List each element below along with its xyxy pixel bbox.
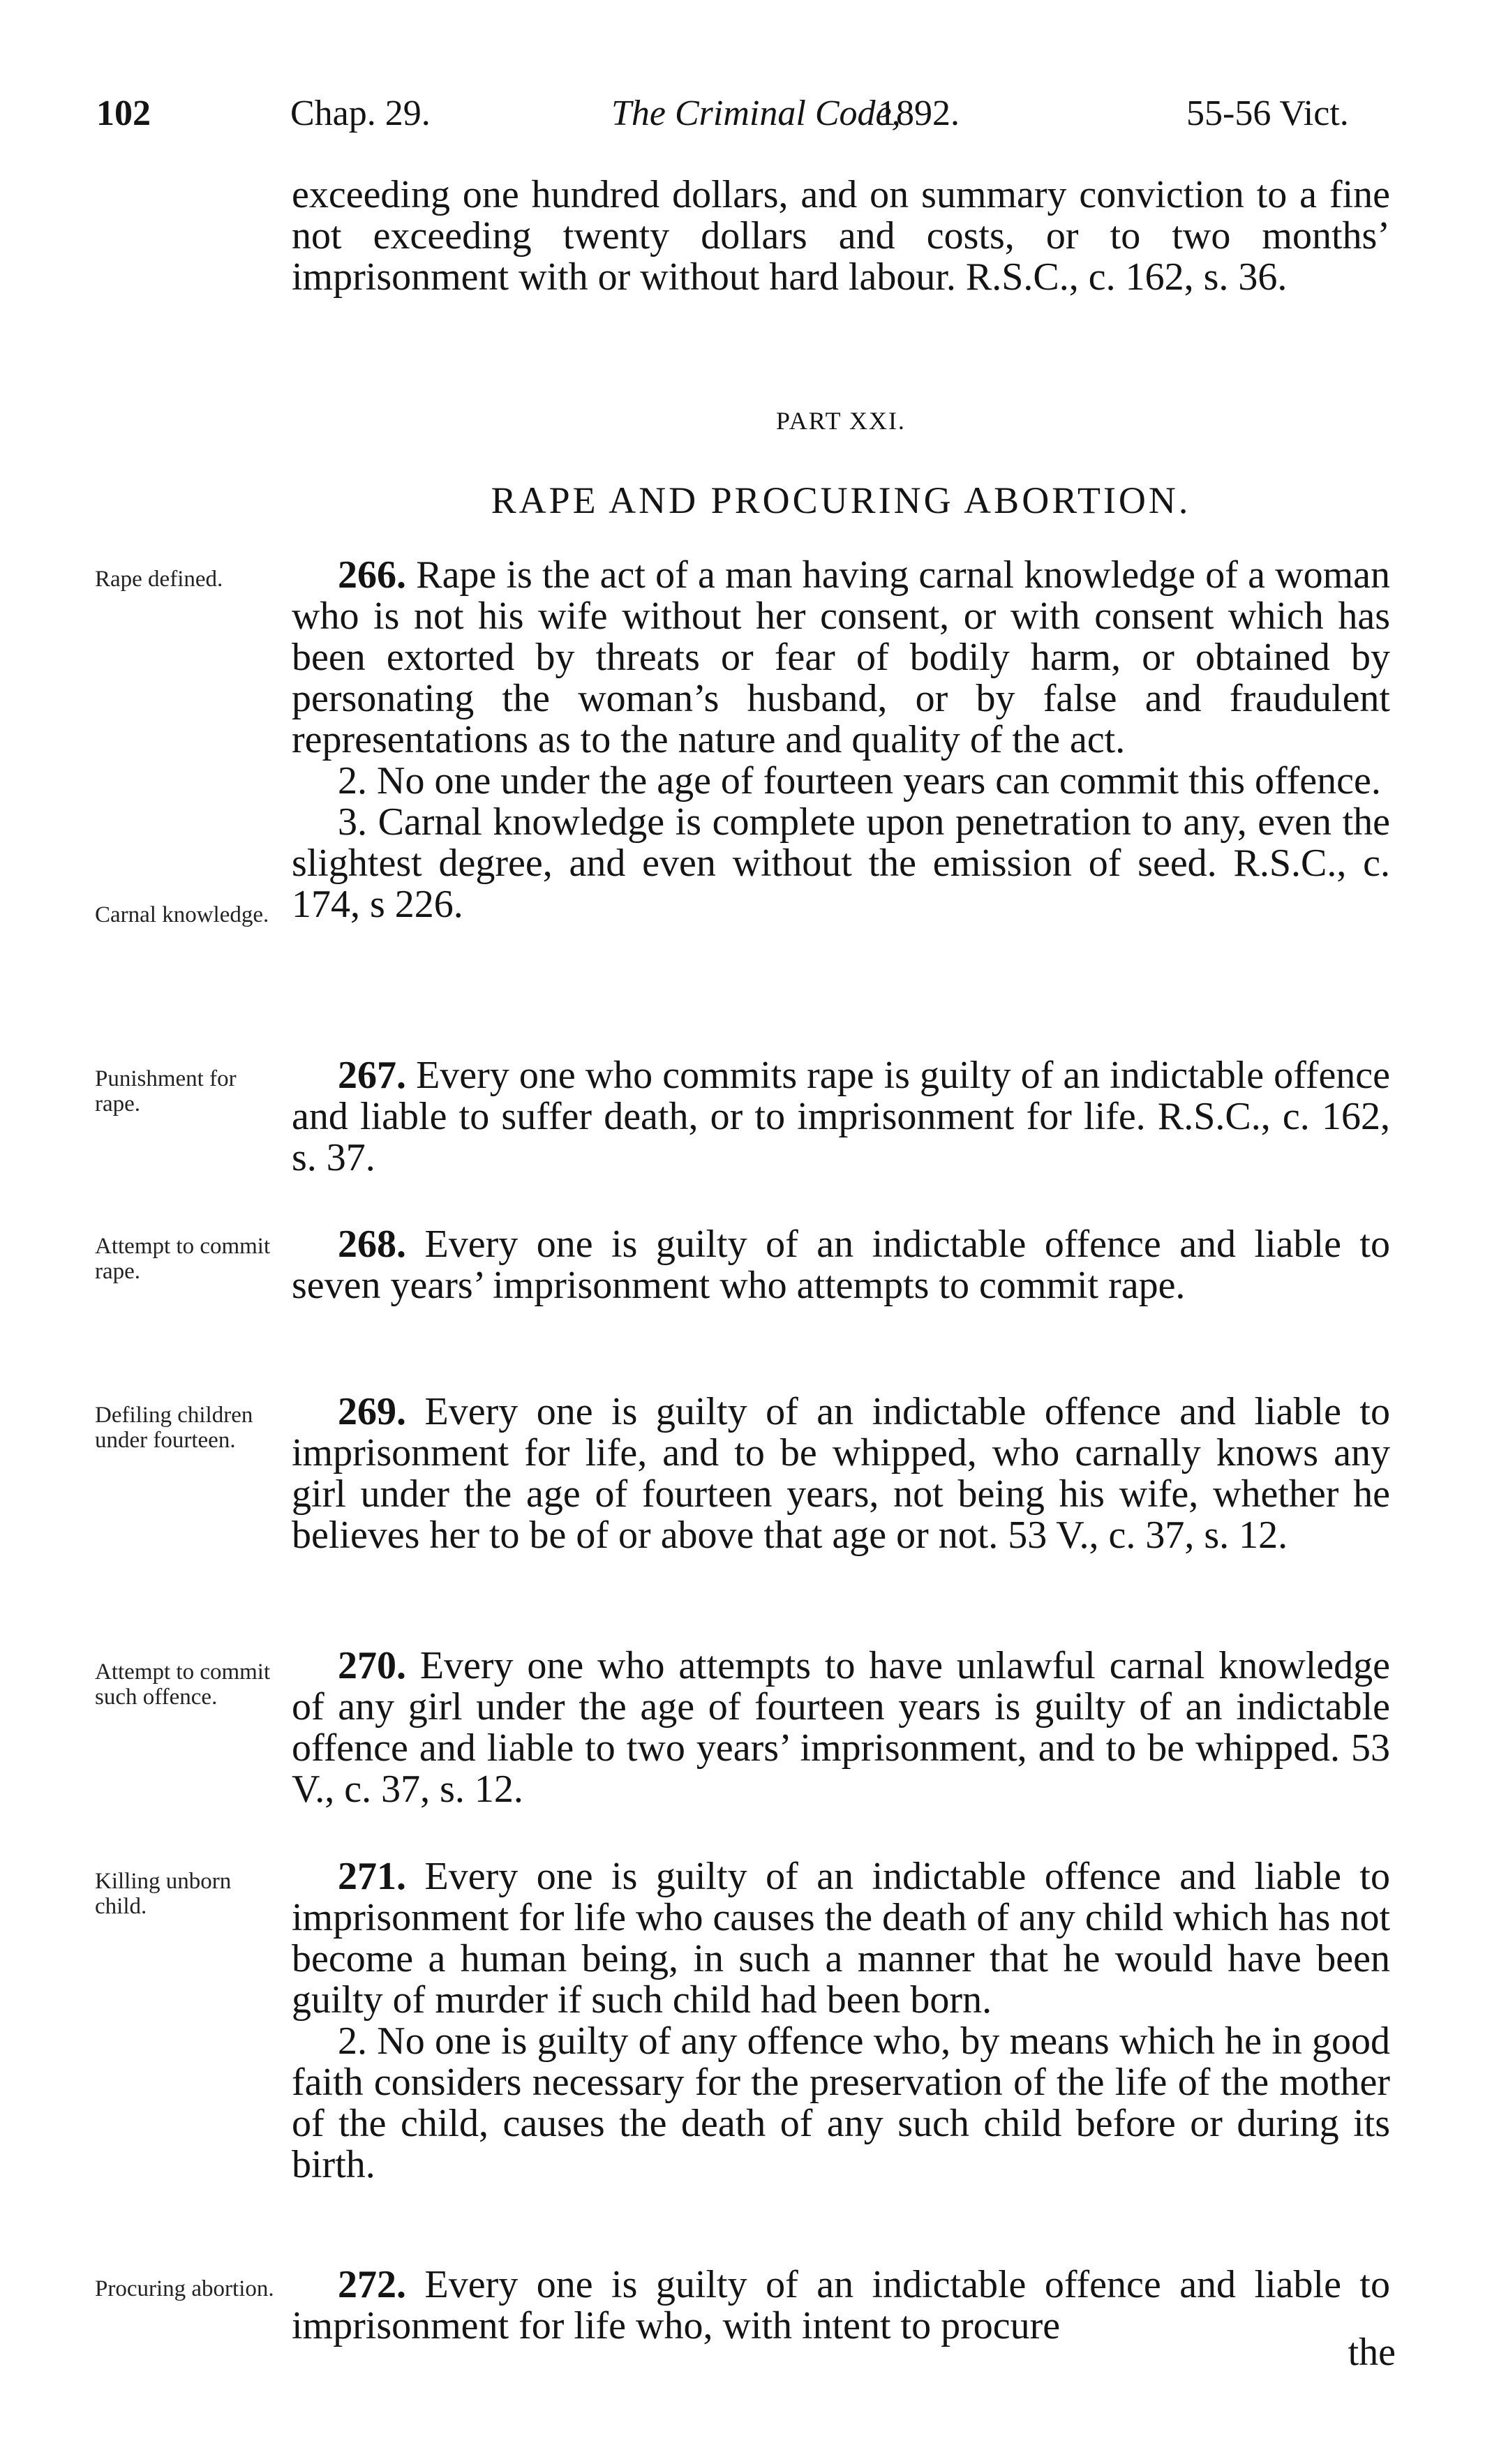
margin-note-attempt-offence: Attempt to commit such offence. (95, 1659, 271, 1710)
section-269-para-1 (292, 1391, 1390, 1556)
margin-note-procuring-abortion: Procuring abortion. (95, 2276, 274, 2301)
section-text: Every one is guilty of an indictable offence and liable to imprisonment for life who, with intent to procure (292, 2263, 1390, 2347)
section-267-para-1 (292, 1055, 1390, 1179)
section-number: 272. (338, 2263, 406, 2306)
continuation-text (292, 174, 1390, 298)
section-269 (292, 1391, 1390, 1556)
section-272 (292, 2264, 1390, 2347)
section-text: Rape is the act of a man having carnal knowledge of a woman who is not his wife without her consent, or with consent which has been extorted by threats or fear of bodily harm, or obtained by personating the woman’s husband, or by false and fraudulent representations as to the nature and quality of the act. (292, 553, 1391, 761)
section-266-para-1 (292, 555, 1390, 761)
section-268-para-1 (292, 1224, 1390, 1306)
section-266 (292, 555, 1390, 925)
section-number: 270. (338, 1644, 406, 1687)
section-270-para-1 (292, 1645, 1390, 1810)
part-number: PART XXI. (776, 407, 906, 435)
section-number: 268. (338, 1223, 406, 1266)
section-number: 267. (338, 1054, 406, 1097)
section-271 (292, 1856, 1390, 2186)
section-270 (292, 1645, 1390, 1810)
margin-note-killing-unborn: Killing unborn child. (95, 1869, 232, 1919)
section-text: Every one is guilty of an indictable offence and liable to imprisonment for life who causes the death of any child which has not become a human being, in such a manner that he would have been guilty of murder if such child had been born. (292, 1855, 1390, 2022)
act-title: The Criminal Code, (611, 94, 901, 133)
section-266-para-2: 2. No one under the age of fourteen years can commit this offence. (338, 759, 1381, 802)
part-title: RAPE AND PROCURING ABORTION. (491, 479, 1191, 521)
act-year: 1892. (878, 94, 960, 133)
section-267 (292, 1055, 1390, 1179)
margin-note-attempt-rape: Attempt to commit rape. (95, 1234, 271, 1284)
section-text: Every one is guilty of an indictable offence and liable to imprisonment for life, and to be whipped, who carnally knows any girl under the age of fourteen years, not being his wife, whether he believes her to be of or above that age or not. 53 V., c. 37, s. 12. (292, 1390, 1390, 1557)
regnal-year: 55-56 Vict. (1186, 94, 1349, 133)
section-271-para-1 (292, 1856, 1390, 2021)
section-number: 266. (338, 553, 406, 597)
section-text: Every one is guilty of an indictable offence and liable to seven years’ imprisonment who attempts to commit rape. (292, 1223, 1390, 1307)
section-268 (292, 1224, 1390, 1306)
chapter-label: Chap. 29. (290, 94, 431, 133)
section-number: 269. (338, 1390, 406, 1433)
section-271-para-2: 2. No one is guilty of any offence who, by means which he in good faith considers necessary for the preservation of the life of the mother of the child, causes the death of any such child before or during its birth. (292, 2019, 1390, 2186)
margin-note-carnal-knowledge: Carnal knowledge. (95, 902, 269, 927)
margin-note-defiling-children: Defiling children under fourteen. (95, 1403, 253, 1453)
catchword: the (1348, 2331, 1396, 2374)
running-head (0, 82, 1492, 145)
section-number: 271. (338, 1855, 406, 1898)
section-text: Every one who attempts to have unlawful carnal knowledge of any girl under the age of fourteen years is guilty of an indictable offence and liable to two years’ imprisonment, and to be whipped. 53 V., c. 37, s. 12. (292, 1644, 1391, 1811)
margin-note-punishment: Punishment for rape. (95, 1066, 237, 1117)
section-266-para-3: 3. Carnal knowledge is complete upon penetration to any, even the slightest degree, and even without the emission of seed. R.S.C., c. 174, s 226. (292, 800, 1390, 926)
section-272-para-1 (292, 2264, 1390, 2347)
section-text: Every one who commits rape is guilty of an indictable offence and liable to suffer death, or to imprisonment for life. R.S.C., c. 162, s. 37. (292, 1054, 1391, 1179)
continuation-paragraph: exceeding one hundred dollars, and on summary conviction to a fine not exceeding twenty dollars and costs, or to two months’ imprisonment with or without hard labour. R.S.C., c. 162, s. 36. (292, 173, 1390, 299)
margin-note-rape-defined: Rape defined. (95, 567, 223, 592)
page-number: 102 (96, 94, 151, 133)
